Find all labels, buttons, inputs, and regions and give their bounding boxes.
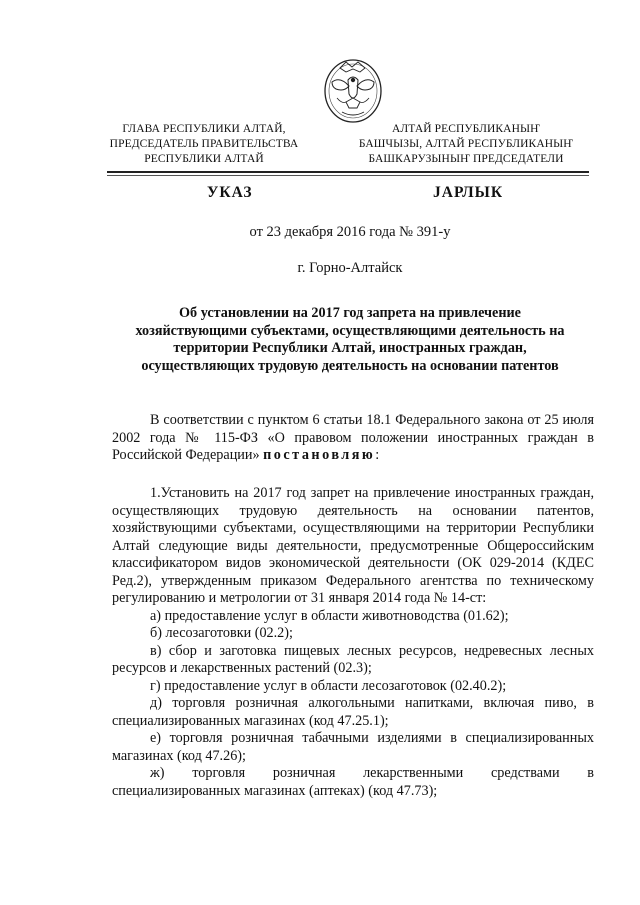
issuer-header-russian <box>92 122 316 167</box>
doc-type-altai: ЈАРЛЫК <box>433 184 504 201</box>
issuer-header-line: АЛТАЙ РЕСПУБЛИКАНЫҤ <box>392 123 540 135</box>
issuer-header-line: БАШКАРУЗЫНЫҤ ПРЕДСЕДАТЕЛИ <box>368 153 564 165</box>
subitem-a: а) предоставление услуг в области животноводства (01.62); <box>150 607 509 624</box>
subitem-b: б) лесозаготовки (02.2); <box>150 625 293 641</box>
decree-title <box>110 305 590 375</box>
title-line: хозяйствующими субъектами, осуществляющими деятельность на <box>135 322 565 339</box>
issuer-header-altai <box>342 122 590 167</box>
header-divider-thin <box>107 175 589 176</box>
preamble-body: В соответствии с пунктом 6 статьи 18.1 Федерального закона от 25 июля 2002 года № 115-ФЗ «О правовом положении иностранных граждан в Российской Федерации» <box>112 412 594 463</box>
subitem-d: д) торговля розничная алкогольными напитками, включая пиво, в специализированных магазинах (код 47.25.1); <box>112 695 594 729</box>
issuer-header-line: РЕСПУБЛИКИ АЛТАЙ <box>144 153 264 165</box>
issuer-header-line: ГЛАВА РЕСПУБЛИКИ АЛТАЙ, <box>122 123 286 135</box>
subitem-g: г) предоставление услуг в области лесозаготовок (02.40.2); <box>150 677 507 694</box>
decree-word: постановляю <box>263 447 376 463</box>
doc-type-russian: УКАЗ <box>207 184 253 201</box>
preamble-colon: : <box>375 447 380 463</box>
header-divider-thick <box>107 171 589 173</box>
item-1: 1.Установить на 2017 год запрет на привлечение иностранных граждан, осуществляющих трудовую деятельность на основании патентов, хозяйствующими субъектами, осуществляющими на территории Республики Алтай следующие виды деятельности, предусмотренные Общероссийским классификатором видов экономической деятельности (ОК 029-2014 (КДЕС Ред.2), утвержденным приказом Федерального агентства по техническому регулированию и метрологии от 31 января 2014 года № 14-ст: <box>112 485 594 606</box>
subitem-e: е) торговля розничная табачными изделиями в специализированных магазинах (код 47.26); <box>112 730 594 764</box>
city: г. Горно-Алтайск <box>297 260 403 276</box>
title-line: Об установлении на 2017 год запрета на привлечение <box>179 305 521 321</box>
issuer-header-line: ПРЕДСЕДАТЕЛЬ ПРАВИТЕЛЬСТВА <box>109 138 299 150</box>
title-line: осуществляющих трудовую деятельность на основании патентов <box>141 357 559 374</box>
preamble-paragraph <box>112 412 594 465</box>
subitem-v: в) сбор и заготовка пищевых лесных ресурсов, недревесных лесных ресурсов и лекарственных растений (02.3); <box>112 642 594 676</box>
issuer-header-line: БАШЧЫЗЫ, АЛТАЙ РЕСПУБЛИКАНЫҤ <box>358 138 574 150</box>
coat-of-arms-emblem <box>322 58 384 124</box>
subitem-zh: ж) торговля розничная лекарственными средствами в специализированных магазинах (аптеках) (код 47.73); <box>112 765 594 799</box>
date-number: от 23 декабря 2016 года № 391-у <box>249 224 451 240</box>
preamble-text <box>112 412 594 465</box>
decree-items <box>112 485 594 800</box>
title-line: территории Республики Алтай, иностранных граждан, <box>173 340 527 356</box>
